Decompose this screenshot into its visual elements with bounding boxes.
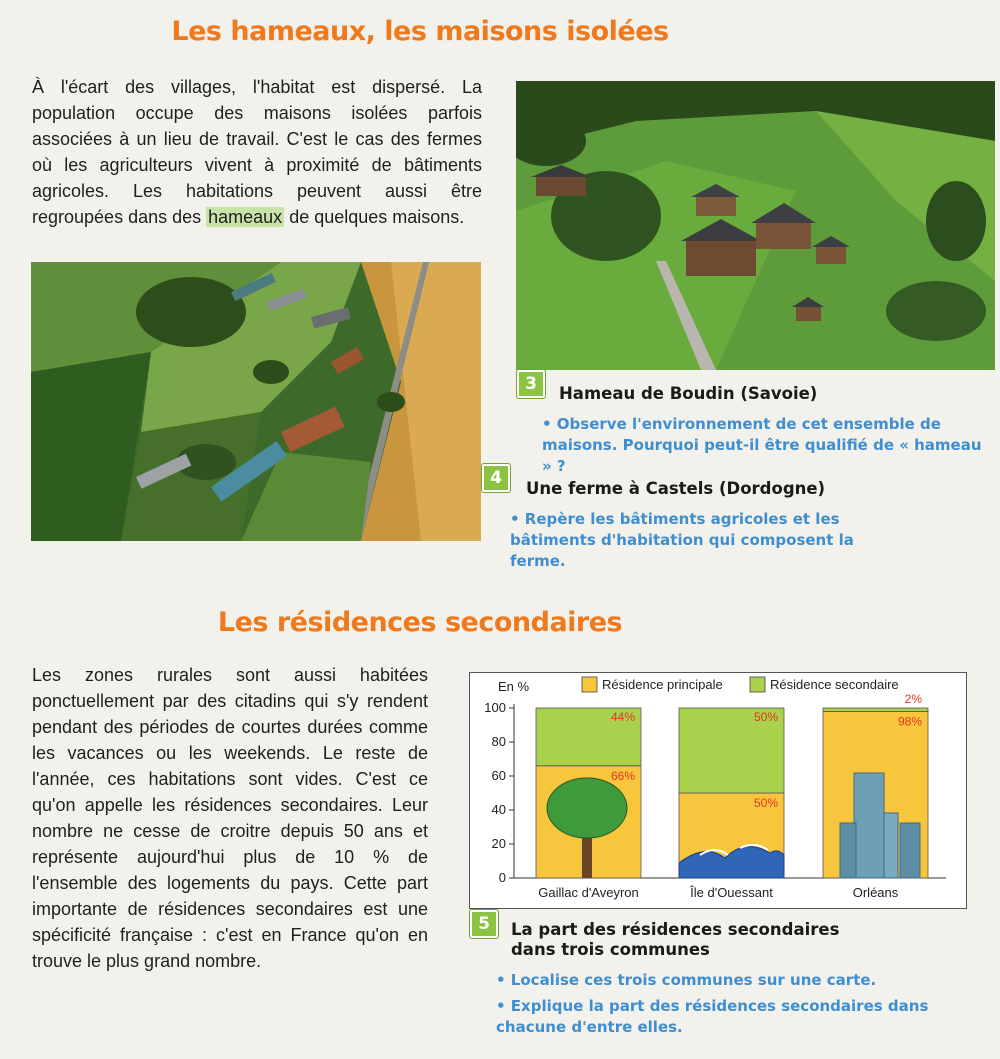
legend-label-1: Résidence principale [602, 677, 723, 692]
doc-3-number-badge: 3 [517, 370, 545, 398]
value-label-principale-2: 50% [753, 796, 778, 810]
tree-crown-icon [547, 778, 627, 838]
y-tick-label-0: 0 [498, 870, 506, 885]
value-label-principale-1: 66% [610, 768, 635, 783]
doc-3-question: • Observe l'environnement de cet ensemble de maisons. Pourquoi peut-il être qualifié de « hameau » ? [542, 415, 982, 475]
doc-3-title: Hameau de Boudin (Savoie) [559, 384, 818, 403]
doc-5-number-badge: 5 [470, 910, 498, 938]
y-tick-label-60: 60 [491, 768, 506, 783]
farm-photo [31, 262, 481, 541]
legend-swatch-1 [582, 677, 597, 692]
doc-5-title-line-2: dans trois communes [511, 940, 710, 959]
doc-4-question: • Repère les bâtiments agricoles et les bâtiments d'habitation qui composent la ferme. [510, 510, 854, 570]
y-axis-label: En % [498, 679, 530, 694]
hamlet-landscape-illustration [516, 81, 995, 370]
doc-5-question-2: • Explique la part des résidences secondaires dans chacune d'entre elles. [496, 997, 929, 1036]
y-tick-label-80: 80 [491, 734, 506, 749]
doc-5-question-1: • Localise ces trois communes sur une carte. [496, 971, 877, 989]
y-tick-label-20: 20 [491, 836, 506, 851]
farm-aerial-illustration [31, 262, 481, 541]
building-right-icon [900, 823, 920, 878]
category-label-2: Île d'Ouessant [690, 885, 773, 900]
bar-secondaire-3 [823, 708, 928, 711]
section-title-hameaux: Les hameaux, les maisons isolées [171, 16, 669, 47]
building-tall-icon [854, 773, 884, 878]
residences-paragraph: Les zones rurales sont aussi habitées ponctuellement par des citadins qui s'y rendent pendant des périodes de courtes durées comme les vacances ou les weekends. Le reste de l'année, ces habitations sont vides. C'est ce qu'on appelle les résidences secondaires. Leur nombre ne cesse de croitre depuis 50 ans et représente aujourd'hui plus de 10 % de l'ensemble des logements du pays. Cette part importante de résidences secondaires est une spécificité française : c'est en France qu'on en trouve le plus grand nombre. [32, 665, 428, 971]
y-tick-label-40: 40 [491, 802, 506, 817]
legend-swatch-2 [750, 677, 765, 692]
highlighted-word: hameaux [208, 207, 283, 227]
category-label-1: Gaillac d'Aveyron [538, 885, 639, 900]
doc-5-title-line-1: La part des résidences secondaires [511, 920, 840, 939]
paragraph-end: de quelques maisons. [284, 207, 465, 227]
legend-label-2: Résidence secondaire [770, 677, 899, 692]
value-label-secondaire-2: 50% [753, 710, 778, 724]
doc-4-number-badge: 4 [482, 464, 510, 492]
section-title-residences: Les résidences secondaires [217, 607, 623, 638]
category-label-3: Orléans [852, 885, 899, 900]
doc-4-title: Une ferme à Castels (Dordogne) [526, 479, 826, 498]
building-mid-icon [884, 813, 898, 878]
value-label-secondaire-3: 2% [904, 692, 922, 706]
residences-chart [470, 673, 966, 908]
hamlet-photo [516, 81, 995, 370]
paragraph-text: À l'écart des villages, l'habitat est dispersé. La population occupe des maisons isolées parfois associées à un lieu de travail. C'est le cas des fermes où les agriculteurs vivent à proximité de bâtiments agricoles. Les habitations peuvent aussi être regroupées dans des [32, 77, 482, 227]
value-label-secondaire-1: 44% [610, 710, 635, 724]
chart-container [469, 672, 967, 909]
value-label-principale-3: 98% [897, 714, 922, 729]
intro-paragraph [32, 74, 482, 230]
y-tick-label-100: 100 [484, 700, 506, 715]
building-left-icon [840, 823, 856, 878]
